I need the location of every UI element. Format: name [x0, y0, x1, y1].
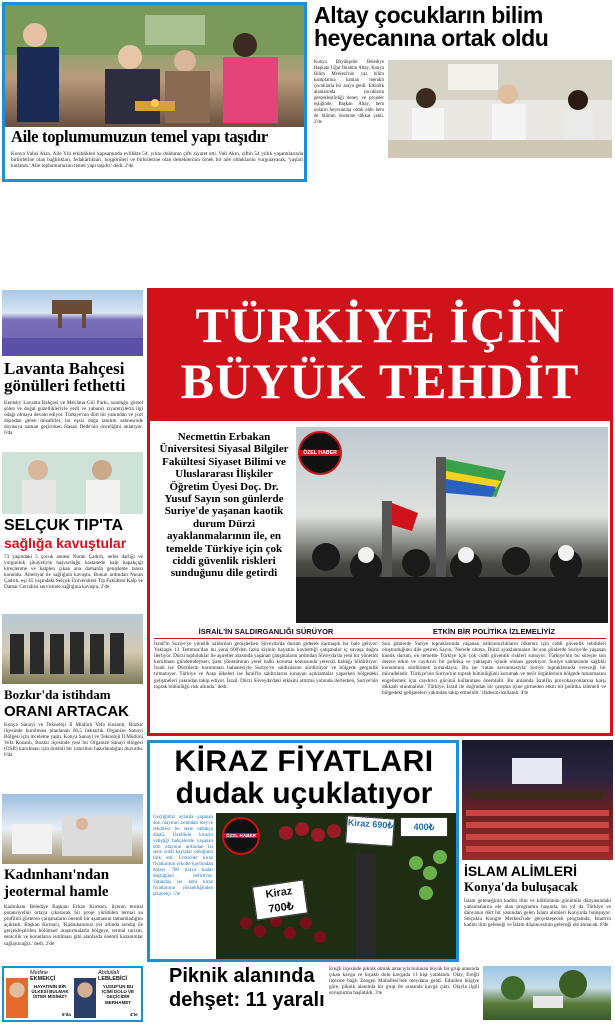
main-story	[147, 288, 613, 736]
kiraz-price-sign-3: 400₺	[400, 817, 448, 837]
kiraz-headline-2: dudak uçuklatıyor	[175, 777, 433, 810]
piknik-body: Ereğli ilçesinde piknik olmak amacıyla bulunan büyük bir grup arasında çıkan kavga ve bıçaklı dolu kavgada 11 kişi yaralandı. Olay, Ereğli ilçesine bağlı Zengen Mahallesi'nde meydana geldi. Edinilen bilgiye göre, piknik alanında bir grup ile arasında kavga çıktı. Olayla ilgili soruşturma başlatıldı. 3'te	[329, 966, 479, 997]
kiraz-price-sign-2: Kiraz 690₺	[345, 815, 395, 846]
kiraz-story	[147, 740, 459, 962]
patients-photo	[2, 452, 143, 514]
columnist-2-name-1: Abdullah	[98, 970, 120, 976]
piknik-headline-1: Piknik alanında	[169, 965, 315, 987]
main-body-right: Son günlerde Suriye topraklarında yaşanan istikrarsızlıkların ülkemiz için ciddi güvenlik tehditleri oluşturduğunu dile getiren Sayın, 'Nerede olursa, Dürzi ayaklanmaları ile son günlerde Suriye'de yaşanan kaotik durum, en temelde Türkiye için çok ciddi güvenlik riskleri sunuyor. Türkiye'nin bu süreçte son derece etkin ve caydırıcı bir politika ve yaklaşım içinde olması gerekiyor. Suriye sahnesinde sağlıklı konumunu sürdürmek zorundayız. Bu ise 'vatan savunmasıyla' Suriye topraklarında vereceği bir mücadeledir. Türkiye'nin Suriye'nin toprak bütünlüğünü korumak ve terör örgütlerinin bölgede tutunmasını engellemek için caydırıcı gücünü kullanması önemlidir. Bu anlamda İsrail'in provokasyonlarına karşı dikkatli olunmalıdır.' Türkiye, İsrail ile doğrudan bir çatışma içine girmeden etkin bir politika izlemeli ve bölgedeki gelişmeleri yakından takip etmelidir.' ifadesini kullandı. 4'te	[382, 641, 606, 696]
main-photo	[296, 427, 608, 623]
islam-headline-2: Konya'da buluşacak	[464, 879, 578, 894]
islam-body: İslam geleneğinin kadim ilim ve kültürünün günümüz dünyasındaki yansımalarını ele alan programın başında, bu yıl da Türkiye ve dünyanın dört bir yanından gelen İslam alimleri Konya'da buluşuyor. Selçuklu Kongre Merkezi'nde gerçekleşecek programda, İslam'ın kadim ilim geleneği ve İslam düşüncesinin geleceği ele alınacak. 8'de	[464, 898, 611, 929]
bozkir-body: Konya Sanayi ve Teknoloji İl Müdürü Vefa Kozanlı, Bozkır ilçesinde kurulması planlanan 60.5 hektarlık Organize Sanayi Bölgesi için inceleme yaptı. Konya Sanayi ve Teknoloji İl Müdürü Vefa Kozanlı, Bozkır ilçesinde yeni bir Organize Sanayi Bölgesi (OSB) kurulması için önemli bir yatırımın hazırlandığını duyurdu. 6'da	[4, 722, 143, 759]
main-lead: Necmettin Erbakan Üniversitesi Siyasal Bilgiler Fakültesi Siyaset Bilimi ve Uluslararası İlişkiler Öğretim Üyesi Doç. Dr. Yusuf Sayın son günlerde Suriye'de yaşanan kaotik durum Dürzi ayaklanmalarının ile, en temelde Türkiye için çok ciddi güvenlik riskleri sunduğunu dile getirdi	[159, 431, 289, 580]
kadinhani-headline-2: jeotermal hamle	[4, 884, 109, 900]
columnist-1[interactable]	[6, 970, 72, 1020]
kadinhani-headline-1: Kadınhanı'ndan	[4, 867, 110, 883]
main-headline-1: TÜRKİYE İÇİN	[195, 297, 565, 353]
selcuk-headline-2: sağlığa kavuştular	[4, 535, 127, 551]
lavanta-body: Kentsky Lavanta Bahçesi ve Mevlana Gül Parkı, sunduğu görsel şölen ve doğal güzellikleriyle yerli ve yabancı ziyaretçilerin ilgi odağı olmaya devam ediyor. Türkiye'nin dört bir yanından ve yurt dışından gelen misafirler, bu eşsiz doğa tanıtım sahnesinde doyasıya zaman geçirirken Hasan Dede'nin önceliğini anlatıyor. 6'da	[4, 400, 143, 437]
top-left-body: Konya Valisi Akın, Aile Yılı etkinlikleri kapsamında evlilikte 54. yılını dolduran çifti ziyaret etti. Vali Akın, çiftin 54 yıllık yaşantılarında birbirlerine olan bağlılıkları, fedakârlıkları, hoşgörüleri ve birbirlerine olan desteklerinin örnek bir aile olduklarını vurgulayarak, 'yaşları kutlandı.' Aile toplumumuzun temel yapı taşıdır.' dedi. 2'de	[11, 151, 303, 170]
left-column	[2, 288, 145, 1024]
main-badge	[298, 431, 342, 475]
islam-headline-1: İSLAM ALİMLERİ	[464, 863, 578, 879]
top-right-body: Konya Büyükşehir Belediye Başkanı Uğur İbrahim Altay, Konya Bilim Merkezi'nin yaz bilim kamplarına katılan meraklı çocuklarla bir araya geldi. Etkinlik alanlarında çocukların gerçekleştirdiği deney ve projeler eşliğinde, Başkan Altay, hem onların heyecanına ortak oldu hem de bilimin önemine dikkat çekti. 2'de	[314, 60, 384, 125]
lavanta-headline: Lavanta Bahçesi gönülleri fethetti	[4, 359, 126, 396]
columnist-2-page: 4'te	[130, 1012, 138, 1017]
kadinhani-body: Kadınhanı Belediye Başkanı Erhan Kırmacı, ilçenin termal potansiyelini ortaya çıkaracak bir proje yürütülen termal su profilini gösteren çalışmaların önemli bir aşamasını tamamladığını açıkladı. Başkan Kırmacı, 'Kadınhanımız yer altında sondaj ile gerçekleştirilen bölümsel araştırmalarla bölgeye, termal turizm, seracılık ve konutların ısıtılması gibi alanlarda önemli kazanımlar sağlayacağız.' dedi. 2'de	[4, 904, 143, 947]
top-left-headline: Aile toplumumuzun temel yapı taşıdır	[11, 127, 268, 146]
top-left-story	[2, 2, 307, 182]
bozkir-headline-1: Bozkır'da istihdam	[4, 687, 111, 702]
kiraz-badge-text: ÖZEL HABER	[224, 833, 258, 838]
main-sub-right: ETKİN BİR POLİTİKA İZLEMELİYİZ	[432, 627, 556, 636]
conference-photo	[462, 740, 613, 860]
officials-photo	[2, 614, 143, 684]
science-photo	[388, 60, 612, 158]
columnist-2-title: YUSUF'UN BU İÇİMİ DOLU VE GEÇİCİDİR MERHAMET	[101, 984, 134, 1005]
family-photo	[5, 5, 304, 127]
columnist-1-title: HAYATININ BİR ÜLKESİ BULMAK İSTER MİSİNİZ?	[31, 984, 69, 1000]
piknik-story	[147, 964, 613, 1022]
columnist-1-photo	[6, 978, 28, 1018]
columnist-1-name-1: Medine	[30, 970, 49, 976]
geothermal-photo	[2, 794, 143, 864]
columnist-1-page: 6'da	[62, 1012, 71, 1017]
main-sub-left: İSRAİL'İN SALDIRGANLIĞI SÜRÜYOR	[198, 627, 334, 636]
main-divider	[154, 638, 606, 639]
islam-story	[462, 740, 613, 962]
main-headline-2: BÜYÜK TEHDİT	[180, 353, 580, 409]
columnist-2-name-2: LEBLEBİCİ	[98, 976, 128, 982]
kiraz-price-sign-1: Kiraz 700₺	[252, 880, 308, 921]
bozkir-headline-2: ORANI ARTACAK	[4, 703, 129, 720]
main-body-left: İsrail'in Suriye'ye yönelik saldırıları genişlerken Süveyda'da durum giderek karmaşık bir hale geliyor. Yaklaşık 13 Temmuz'dan bu yana 600'den fazla kişinin hayatını kaybettiği çatışmalar iç savaşa doğru ilerliyor. Dürzi topluluklar ile aşiretler arasında yaşanan çatışmaların ardından Süveyda'da yeni bir yönetim kurulması gündemdeyken, Şam yönetiminin yerel halkı koruma konusunda yetersiz kaldığı bildiriliyor. İsrail ise Dürzilerin korunması bahanesiyle Suriye'ye saldırılarını sürdürüyor ve bölgede gerginlik tırmanıyor. Türkiye ve Arap ülkeleri ise İsrail'in saldırılarını kınayan açıklamalar yaparken bölgedeki gelişmeleri yakından takip ediyor. İsrail, Dürzi Süveyda'daki etkisini artırma yolunda ilerlerken, Suriye'nin toprak bütünlüğü risk altında.' dedi.	[154, 641, 378, 690]
kiraz-badge	[222, 817, 260, 855]
kiraz-headline-1: KİRAZ FİYATLARI	[174, 745, 434, 778]
columnist-2[interactable]	[74, 970, 140, 1020]
main-badge-text: ÖZEL HABER	[300, 450, 340, 456]
kiraz-body: Geçtiğimiz aylarda yaşanan don olayının ardından meyve rekoltesi bu sene oldukça düştü. Özellikle kirazın yetiştiği bahçelerde yaşanan don olayının ardından bu sene ciddi kayıplar olduğunu fark etti. Üreticiler kiraz fiyatlarının rekolte kaybından dolayı 700 liraya kadar düştüğünü belirtiyor. Vatandaş ise hem kiraz fiyatlarının yüksekliğinden şikayetçi. 5'te	[153, 815, 213, 897]
top-right-headline: Altay çocukların bilim heyecanına ortak oldu	[314, 2, 549, 52]
picnic-photo	[483, 966, 611, 1020]
selcuk-headline-1: SELÇUK TIP'TA	[4, 517, 124, 534]
selcuk-body: 73 yaşındaki 5 çocuk annesi Nuran Çadırlı, nefes darlığı ve yorgunluk şikayetiyle başvurduğu hastanede kalp kapakçığı kireçlenme ve kalpten çıkan ana damarda genişleme tanısı konuldu. Ameliyat ile sağlığına kavuştu. Bunun ardından Nuran Çadırlı, eşi 45 yaşındaki Selçuk Üniversitesi Tıp Fakültesi Kalp ve Damar Cerrahisi servisinde sağlığına kavuştu. 2'de	[4, 554, 143, 591]
piknik-headline-2: dehşet: 11 yaralı	[169, 989, 325, 1011]
lavender-photo	[2, 290, 143, 356]
top-right-story	[310, 2, 613, 182]
columnists-box	[2, 966, 143, 1022]
columnist-2-photo	[74, 978, 96, 1018]
columnist-1-name-2: EKMEKÇİ	[30, 976, 56, 982]
